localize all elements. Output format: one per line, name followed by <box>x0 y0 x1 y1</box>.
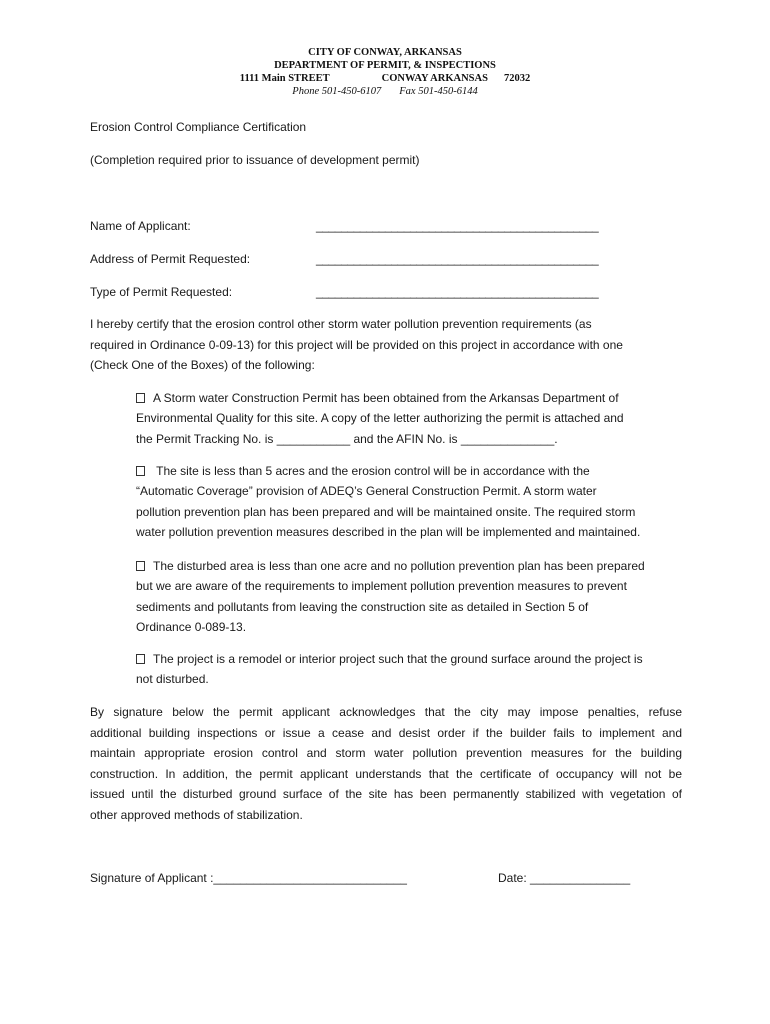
acknowledgement-line: By signature below the permit applicant acknowledges that the city may impose penalties, refuse <box>90 705 682 719</box>
address-line <box>0 72 770 85</box>
checkbox-automatic-coverage[interactable] <box>136 466 145 476</box>
department-name: DEPARTMENT OF PERMIT, & INSPECTIONS <box>274 60 496 71</box>
street-address: 1111 Main STREET <box>239 73 330 84</box>
form-title: Erosion Control Compliance Certification <box>90 120 307 134</box>
option-automatic-coverage <box>136 461 684 542</box>
letterhead <box>0 46 770 98</box>
certification-line: required in Ordinance 0-09-13) for this project will be provided on this project in accordance with one <box>90 337 623 352</box>
option-line: Environmental Quality for this site. A copy of the letter authorizing the permit is attached and <box>136 411 624 426</box>
option-line: not disturbed. <box>136 672 209 687</box>
acknowledgement-line: other approved methods of stabilization. <box>90 807 303 822</box>
option-line: “Automatic Coverage” provision of ADEQ’s General Construction Permit. A storm water <box>136 484 597 499</box>
permit-type-field[interactable]: _____________________________________________ <box>316 285 599 299</box>
acknowledgement-line: issued until the disturbed ground surface of the site has been permanently stabilized with vegetation of <box>90 787 682 801</box>
option-line: The project is a remodel or interior project such that the ground surface around the project is <box>153 652 643 666</box>
option-line: Ordinance 0-089-13. <box>136 619 247 634</box>
option-storm-water-permit <box>136 388 684 449</box>
option-line: The disturbed area is less than one acre and no pollution prevention plan has been prepared <box>153 559 645 573</box>
permit-address-label: Address of Permit Requested: <box>90 252 251 266</box>
applicant-name-label: Name of Applicant: <box>90 219 191 233</box>
checkbox-less-than-one-acre[interactable] <box>136 561 145 571</box>
option-line: the Permit Tracking No. is ___________ and the AFIN No. is ______________. <box>136 431 558 446</box>
option-less-than-one-acre <box>136 556 684 637</box>
form-subtitle: (Completion required prior to issuance of development permit) <box>90 153 420 167</box>
option-line: The site is less than 5 acres and the erosion control will be in accordance with the <box>153 464 590 478</box>
acknowledgement-line: additional building inspections or issue a cease and desist order if the builder fails to implement and <box>90 725 682 740</box>
signature-field[interactable]: Signature of Applicant :_____________________________ <box>90 871 407 885</box>
checkbox-storm-water-permit[interactable] <box>136 393 145 403</box>
city-state: CONWAY ARKANSAS <box>381 73 488 84</box>
option-line: but we are aware of the requirements to implement pollution prevention measures to prevent <box>136 579 627 594</box>
certification-line: (Check One of the Boxes) of the following: <box>90 358 315 372</box>
checkbox-remodel-interior[interactable] <box>136 654 145 664</box>
acknowledgement-line: maintain appropriate erosion control and storm water pollution prevention measures for the building <box>90 746 682 760</box>
acknowledgement-line: construction. In addition, the permit applicant understands that the certificate of occupancy will not be <box>90 766 682 781</box>
zip-code: 72032 <box>503 73 531 84</box>
phone-number: Phone 501-450-6107 <box>292 86 382 97</box>
option-line: water pollution prevention measures described in the plan will be implemented and maintained. <box>136 524 641 539</box>
certification-line: I hereby certify that the erosion control other storm water pollution prevention requirements (as <box>90 317 592 331</box>
option-line: A Storm water Construction Permit has been obtained from the Arkansas Department of <box>153 391 619 405</box>
contact-line <box>0 85 770 98</box>
option-line: sediments and pollutants from leaving the construction site as detailed in Section 5 of <box>136 599 589 614</box>
option-remodel-interior <box>136 649 684 690</box>
fax-number: Fax 501-450-6144 <box>399 86 478 97</box>
date-field[interactable]: Date: _______________ <box>498 871 631 885</box>
acknowledgement-paragraph <box>90 702 682 825</box>
applicant-name-field[interactable]: _____________________________________________ <box>316 219 599 233</box>
permit-address-field[interactable]: _____________________________________________ <box>316 252 599 266</box>
option-line: pollution prevention plan has been prepared and will be maintained onsite. The required storm <box>136 504 636 519</box>
permit-type-label: Type of Permit Requested: <box>90 285 233 299</box>
city-name: CITY OF CONWAY, ARKANSAS <box>308 47 462 58</box>
certification-paragraph <box>90 314 682 376</box>
